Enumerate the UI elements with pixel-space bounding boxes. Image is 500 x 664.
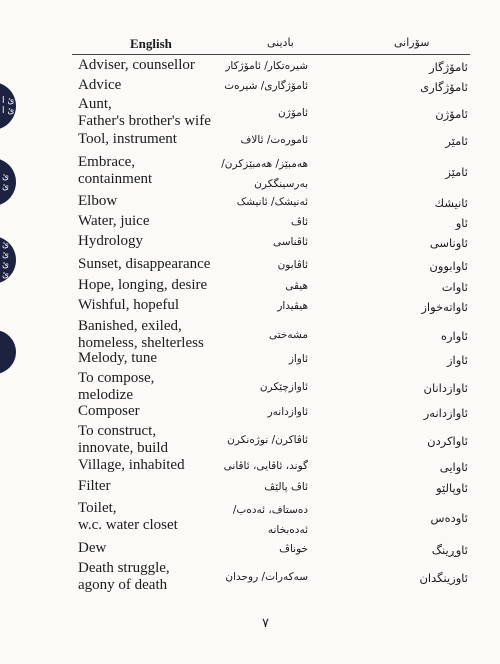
badini-term: ئاوازدانەر	[267, 406, 308, 418]
header-sorani: سۆرانی	[394, 36, 430, 49]
sorani-term: ئاوایی	[439, 460, 468, 474]
sorani-term: ئاوپالێو	[436, 481, 468, 495]
header-english: English	[130, 36, 172, 51]
sorani-term: ئامۆژگار	[429, 60, 468, 74]
dictionary-entry	[78, 131, 468, 148]
english-term: Aunt, Father's brother's wife	[78, 96, 211, 129]
sorani-term: ئاوڕینگ	[431, 543, 468, 557]
dictionary-entry	[78, 277, 468, 294]
english-term: Death struggle, agony of death	[78, 560, 170, 593]
dictionary-entry	[78, 370, 468, 404]
english-term: Adviser, counsellor	[78, 57, 195, 73]
dictionary-entry	[78, 256, 468, 273]
sorani-term: ئاوات	[441, 280, 468, 294]
badini-term: ئامورەت/ ئالاف	[240, 134, 308, 146]
badini-term: ئاڤابون	[277, 259, 308, 271]
english-term: To compose, melodize	[78, 370, 155, 403]
badini-term: ئاڤ پالێڤ	[264, 481, 308, 493]
badini-term: مشەختی	[268, 329, 308, 341]
side-index-tab-1[interactable]: ئ ا ئ ا	[0, 82, 16, 130]
sorani-term: ئاوازدانەر	[423, 406, 468, 420]
sorani-term: ئانیشك	[434, 196, 468, 210]
sorani-term: ئاوناسی	[429, 236, 468, 250]
dictionary-entry	[78, 233, 468, 250]
sorani-term: ئاواکردن	[427, 434, 468, 448]
dictionary-entry	[78, 423, 468, 457]
english-term: Sunset, disappearance	[78, 256, 211, 272]
english-term: Composer	[78, 403, 140, 419]
english-term: Water, juice	[78, 213, 150, 229]
english-term: Wishful, hopeful	[78, 297, 180, 313]
header-badini: بادینی	[267, 36, 294, 49]
badini-term: شیرەتکار/ ئامۆژکار	[225, 60, 308, 72]
english-term: Tool, instrument	[78, 131, 177, 147]
sorani-term: ئاواز	[446, 353, 468, 367]
dictionary-entry	[78, 96, 468, 130]
english-term: Hydrology	[78, 233, 143, 249]
badini-term: ئاوازچێکرن	[259, 381, 308, 393]
dictionary-entry	[78, 77, 468, 94]
dictionary-entry	[78, 318, 468, 352]
sorani-term: ئاوابوون	[429, 259, 468, 273]
sorani-term: ئاوزینگدان	[419, 571, 468, 585]
sorani-term: ئاوارە	[440, 329, 468, 343]
english-term: Village, inhabited	[78, 457, 185, 473]
sorani-term: ئاوازدانان	[423, 381, 468, 395]
badini-term: ئاڤ	[290, 216, 308, 228]
side-index-tab-2[interactable]: ئ ئ	[0, 158, 16, 206]
sorani-term: ئاودەس	[430, 511, 468, 525]
badini-term: ئاڤاکرن/ نوژەنکرن	[227, 434, 308, 446]
english-term: Melody, tune	[78, 350, 158, 366]
dictionary-entry	[78, 457, 468, 474]
english-term: Filter	[78, 478, 111, 494]
side-index-tab-3[interactable]: ئ ئ ئ ئ	[0, 236, 16, 284]
dictionary-entry	[78, 540, 468, 557]
dictionary-entry	[78, 213, 468, 230]
badini-term: ئەنیشک/ ئانیشک	[236, 196, 308, 208]
badini-term: دەستاف، ئەدەب/ ئەدەبخانە	[232, 504, 308, 536]
dictionary-entry	[78, 193, 468, 210]
sorani-term: ئامێز	[445, 165, 468, 179]
badini-term: ئاڤناسی	[272, 236, 308, 248]
dictionary-entry	[78, 57, 468, 74]
sorani-term: ئاواتەخواز	[421, 300, 468, 314]
badini-term: ئاواز	[288, 353, 308, 365]
dictionary-entry	[78, 154, 468, 188]
badini-term: ئامۆژن	[278, 107, 308, 119]
sorani-term: ئاو	[455, 216, 468, 230]
badini-term: ئامۆژگاری/ شیرەت	[224, 80, 308, 92]
column-header	[72, 34, 470, 55]
badini-term: هەمبێز/ هەمبێزکرن/ بەرسینگکرن	[221, 158, 308, 190]
english-term: Elbow	[78, 193, 118, 209]
english-term: Toilet, w.c. water closet	[78, 500, 178, 533]
sorani-term: ئامۆژن	[435, 107, 468, 121]
side-index-tab-4[interactable]	[0, 330, 16, 374]
dictionary-entry	[78, 560, 468, 594]
dictionary-entry	[78, 403, 468, 420]
badini-term: سەکەرات/ روحدان	[225, 571, 308, 583]
english-term: Embrace, containment	[78, 154, 153, 187]
english-term: To construct, innovate, build	[78, 423, 168, 456]
badini-term: هیڤیدار	[277, 300, 308, 312]
badini-term: گوند، ئاڤایی، ئاڤانی	[223, 460, 308, 472]
dictionary-entry	[78, 350, 468, 367]
sorani-term: ئامۆژگاری	[420, 80, 468, 94]
badini-term: هیڤی	[285, 280, 308, 292]
dictionary-entry	[78, 297, 468, 314]
badini-term: خوناڤ	[279, 543, 308, 555]
english-term: Banished, exiled, homeless, shelterless	[78, 318, 204, 351]
dictionary-entry	[78, 478, 468, 495]
english-term: Advice	[78, 77, 122, 93]
sorani-term: ئامێر	[445, 134, 468, 148]
dictionary-entry	[78, 500, 468, 534]
english-term: Hope, longing, desire	[78, 277, 208, 293]
english-term: Dew	[78, 540, 107, 556]
page-number: ٧	[262, 616, 269, 631]
